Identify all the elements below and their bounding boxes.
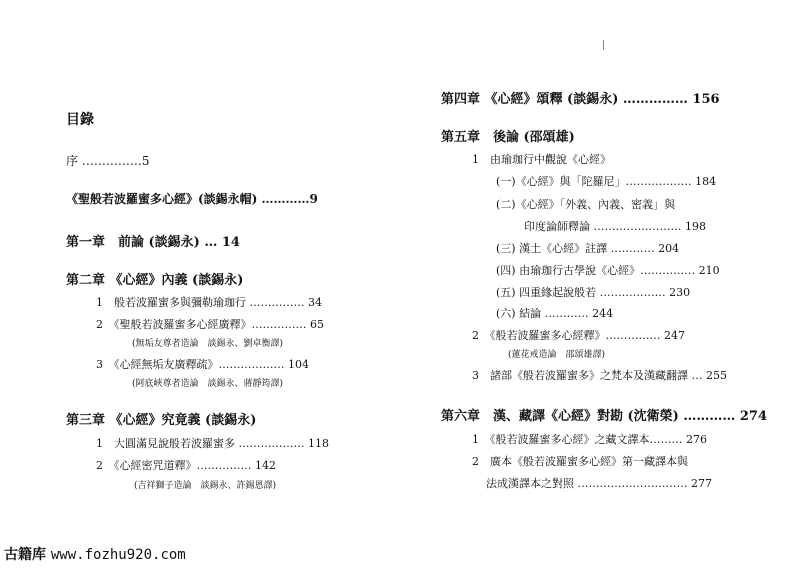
toc-ch5-item-1: 1 由瑜珈行中觀說《心經》: [472, 153, 611, 166]
toc-ch2-item-2-note: (無垢友尊者造論 談錫永、劉卓衡譯): [132, 339, 284, 349]
toc-chapter-2: 第二章 《心經》內義 (談錫永): [66, 273, 244, 288]
toc-ch3-item-2: 2 《心經密咒道釋》…………… 142: [96, 459, 276, 472]
toc-ch5-sub-1: (一)《心經》與「陀羅尼」……………… 184: [496, 175, 717, 188]
site-watermark: [4, 544, 186, 564]
toc-ch2-item-1: 1 般若波羅蜜多與彌勒瑜珈行 …………… 34: [96, 296, 322, 309]
toc-preface: 序 ……………5: [66, 154, 150, 168]
watermark-brand: 古籍库: [4, 547, 46, 563]
toc-chapter-5: 第五章 後論 (邵頌雄): [441, 130, 575, 145]
toc-ch3-item-2-note: (吉祥獅子造論 談錫永、許錫恩譯): [134, 481, 277, 491]
toc-ch5-item-2-note: (蓮花戒造論 邵頌雄譯): [508, 350, 606, 360]
toc-ch6-item-2-cont: 法成漢譯本之對照 ………………………… 277: [486, 477, 712, 490]
toc-ch5-sub-2: (二)《心經》「外義、內義、密義」與: [496, 198, 676, 211]
toc-ch5-sub-3: (三) 漢土《心經》註譯 ………… 204: [496, 242, 680, 255]
toc-ch6-item-1: 1 《般若波羅蜜多心經》之藏文譯本……… 276: [472, 433, 707, 446]
toc-ch5-sub-6: (六) 結論 ………… 244: [496, 307, 614, 320]
toc-ch5-sub-4: (四) 由瑜珈行古學說《心經》…………… 210: [496, 264, 720, 277]
toc-title: 目錄: [66, 112, 94, 128]
toc-ch6-item-2: 2 廣本《般若波羅蜜多心經》第一藏譯本與: [472, 455, 688, 468]
toc-chapter-6: 第六章 漢、藏譯《心經》對勘 (沈衛榮) ………… 274: [441, 409, 768, 424]
scan-mark: [603, 40, 604, 50]
toc-sutra: 《聖般若波羅蜜多心經》(談錫永帽) …………9: [66, 192, 318, 206]
toc-ch5-sub-2-cont: 印度論師釋論 …………………… 198: [524, 220, 706, 233]
toc-ch3-item-1: 1 大圓滿見說般若波羅蜜多 ……………… 118: [96, 437, 329, 450]
toc-ch2-item-3-note: (阿底峽尊者造論 談錫永、蔣靜筠譯): [132, 379, 284, 389]
toc-ch5-item-3: 3 諸部《般若波羅蜜多》之梵本及漢藏翻譯 … 255: [472, 369, 727, 382]
toc-chapter-3: 第三章 《心經》究竟義 (談錫永): [66, 413, 257, 428]
watermark-url: www.fozhu920.com: [50, 547, 186, 563]
toc-ch2-item-3: 3 《心經無垢友廣釋疏》……………… 104: [96, 358, 309, 371]
toc-chapter-1: 第一章 前論 (談錫永) … 14: [66, 235, 240, 250]
toc-chapter-4: 第四章 《心經》頌釋 (談錫永) …………… 156: [441, 92, 720, 107]
toc-ch5-item-2: 2 《般若波羅蜜多心經釋》…………… 247: [472, 329, 685, 342]
toc-ch2-item-2: 2 《聖般若波羅蜜多心經廣釋》…………… 65: [96, 318, 324, 331]
toc-ch5-sub-5: (五) 四重緣起說般若 ……………… 230: [496, 286, 691, 299]
